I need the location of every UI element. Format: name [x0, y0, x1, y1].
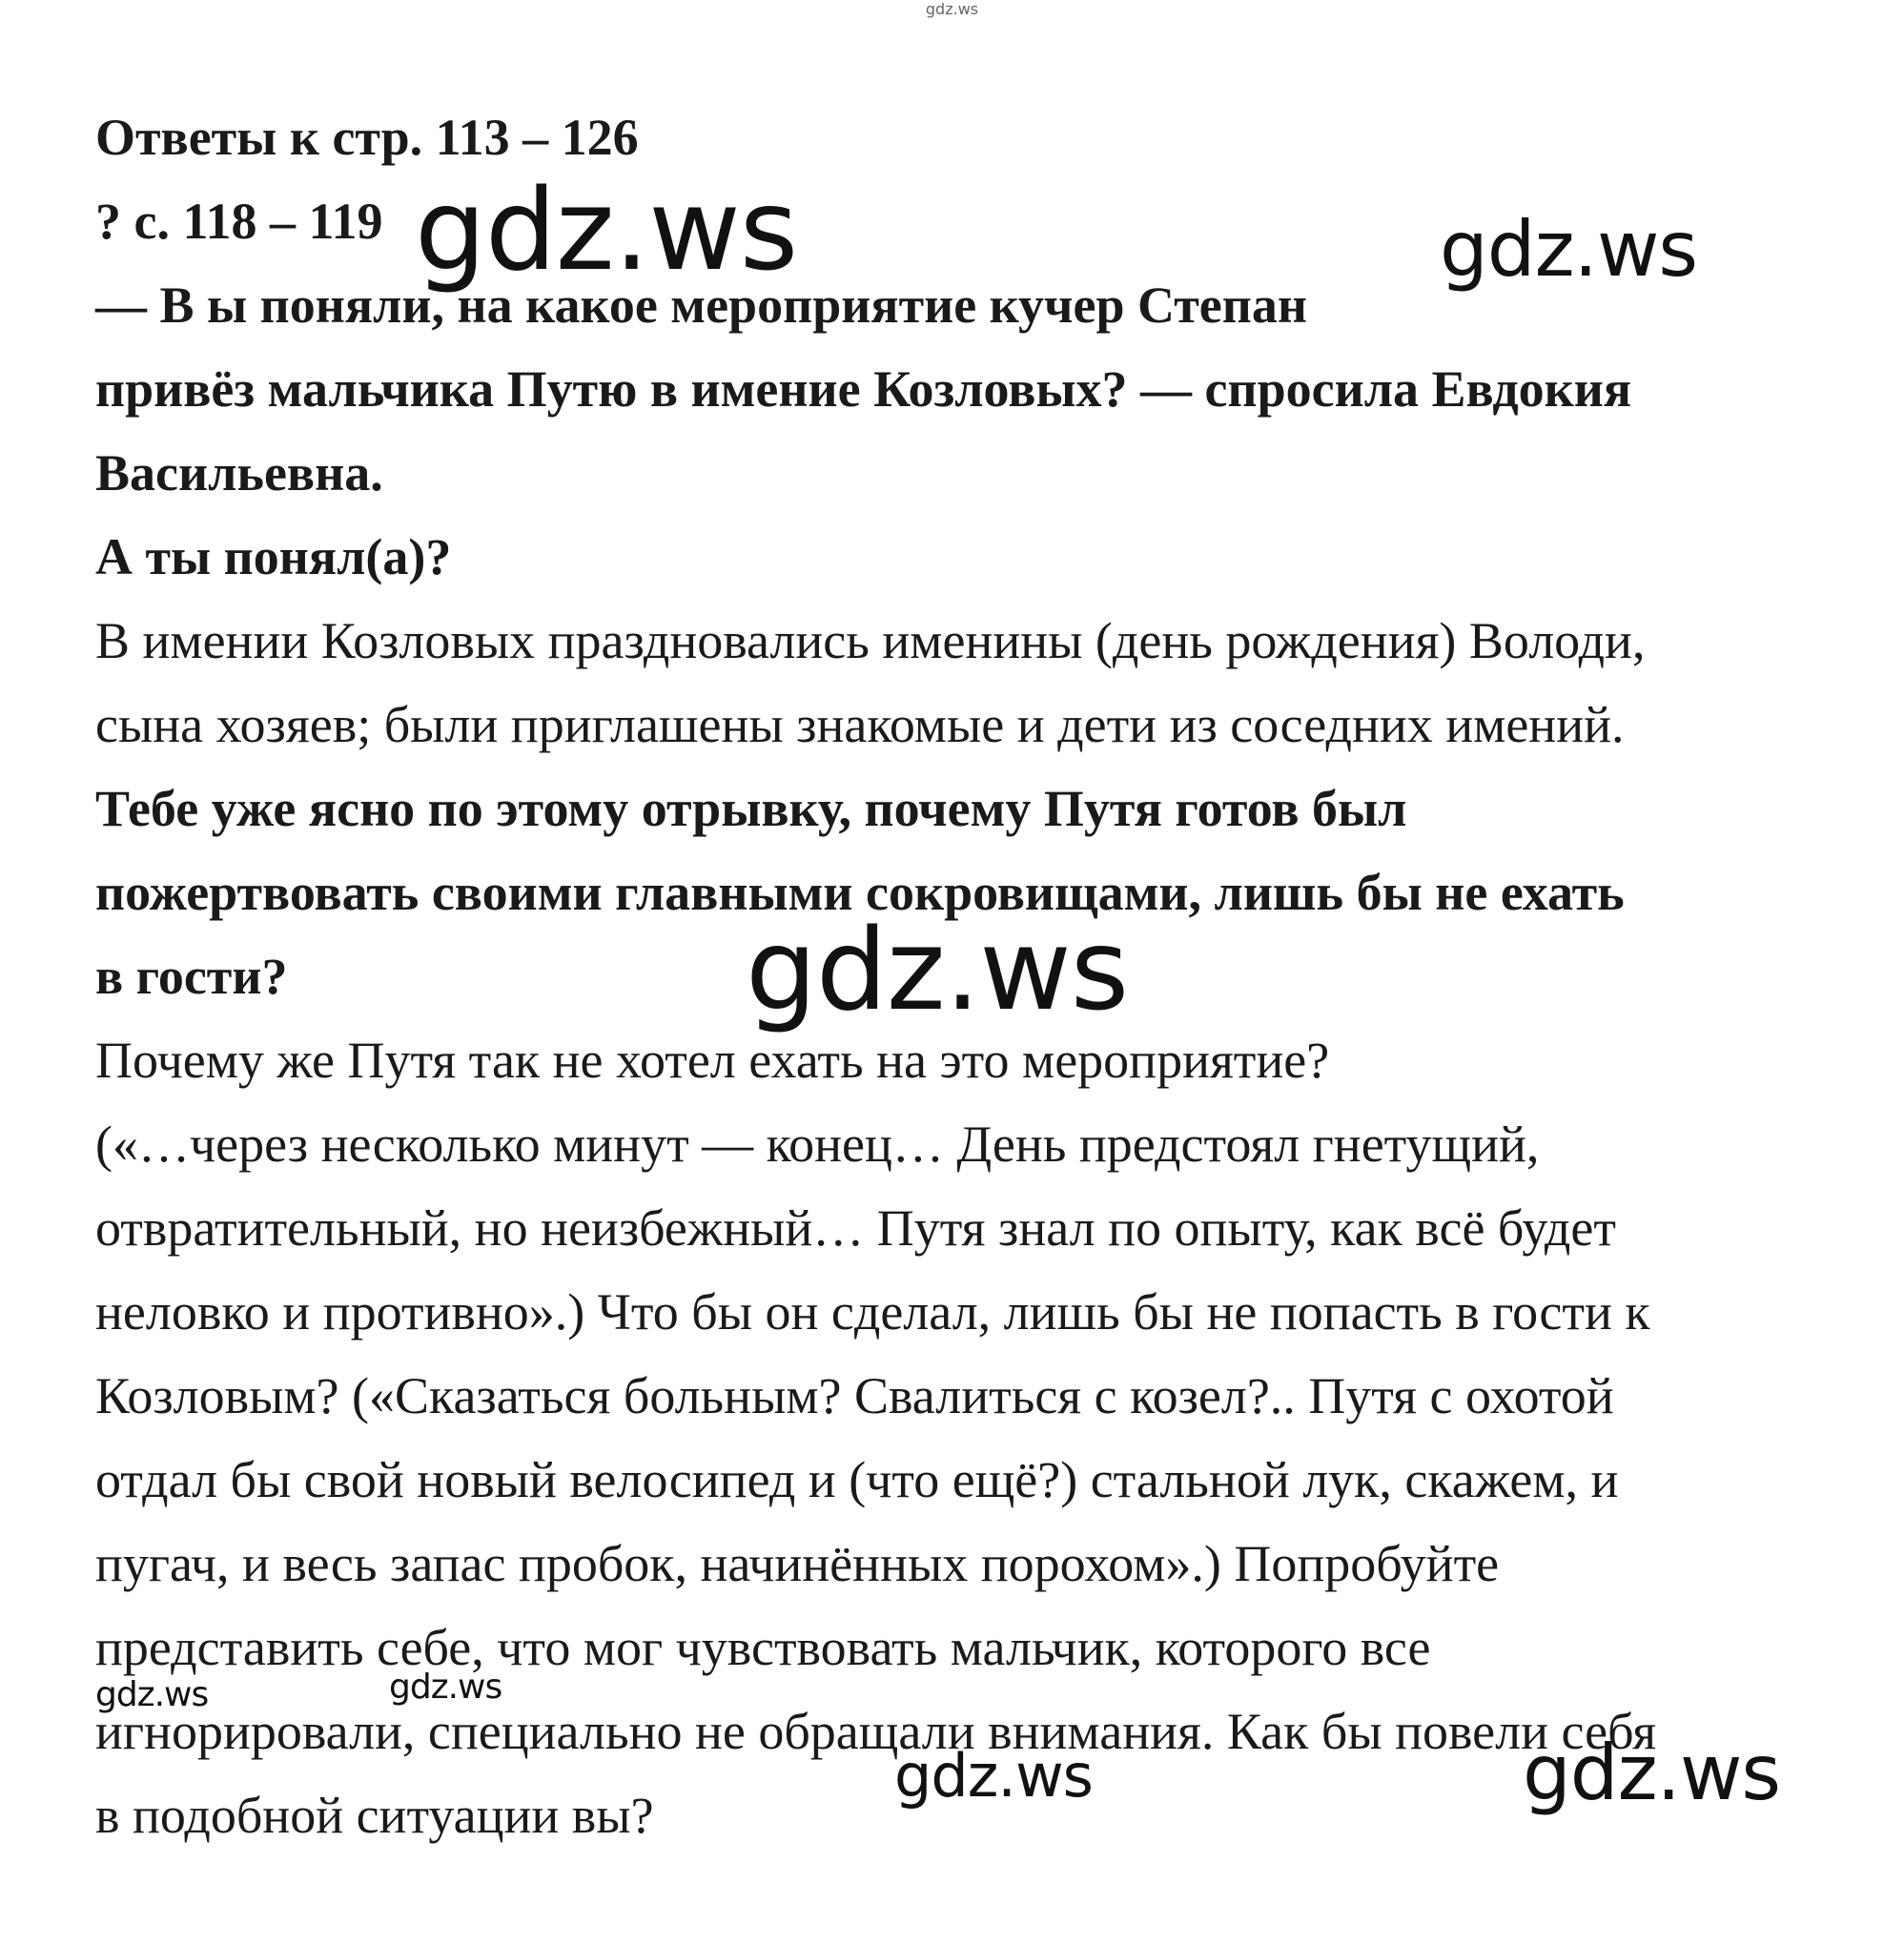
watermark-logo: gdz.ws — [1523, 1729, 1781, 1817]
question-line: в гости? — [95, 948, 288, 1005]
answer-line: («…через несколько минут — конец… День предстоял гнетущий, — [95, 1116, 1540, 1173]
question-line: Васильевна. — [95, 444, 383, 502]
question-pages-heading: ? с. 118 – 119 — [95, 193, 383, 250]
watermark-logo: gdz.ws — [894, 1741, 1093, 1811]
question-line: Тебе уже ясно по этому отрывку, почему Путя готов был — [95, 780, 1407, 837]
answer-line: В имении Козловых праздновались именины (день рождения) Володи, — [95, 612, 1646, 669]
answer-line: отдал бы свой новый велосипед и (что ещё?) стальной лук, скажем, и — [95, 1451, 1619, 1508]
watermark-logo: gdz.ws — [1440, 205, 1698, 294]
answer-line: в подобной ситуации вы? — [95, 1787, 654, 1844]
answer-line: Почему же Путя так не хотел ехать на это мероприятие? — [95, 1032, 1330, 1089]
answer-line: игнорировали, специально не обращали внимания. Как бы повели себя — [95, 1703, 1657, 1760]
question-line: — В ы поняли, на какое мероприятие кучер Степан — [95, 276, 1307, 334]
watermark-logo: gdz.ws — [389, 1668, 502, 1707]
question-line: привёз мальчика Путю в имение Козловых? — спросила Евдокия — [95, 360, 1632, 418]
watermark-logo: gdz.ws — [95, 1675, 209, 1714]
top-watermark: gdz.ws — [925, 0, 979, 18]
page-range-heading: Ответы к стр. 113 – 126 — [95, 109, 639, 166]
answer-line: Козловым? («Сказаться больным? Свалиться с козел?.. Путя с охотой — [95, 1367, 1614, 1424]
answer-line: неловко и противно».) Что бы он сделал, лишь бы не попасть в гости к — [95, 1283, 1650, 1341]
question-line: пожертвовать своими главными сокровищами, лишь бы не ехать — [95, 864, 1625, 921]
question-line: А ты понял(а)? — [95, 528, 452, 585]
answer-line: представить себе, что мог чувствовать мальчик, которого все — [95, 1619, 1431, 1676]
watermark-logo: gdz.ws — [415, 164, 798, 296]
answer-line: пугач, и весь запас пробок, начинённых порохом».) Попробуйте — [95, 1535, 1500, 1592]
watermark-logo: gdz.ws — [746, 904, 1129, 1035]
answer-line: отвратительный, но неизбежный… Путя знал по опыту, как всё будет — [95, 1199, 1616, 1257]
answer-line: сына хозяев; были приглашены знакомые и дети из соседних имений. — [95, 696, 1625, 753]
answer-text — [95, 263, 1850, 1857]
